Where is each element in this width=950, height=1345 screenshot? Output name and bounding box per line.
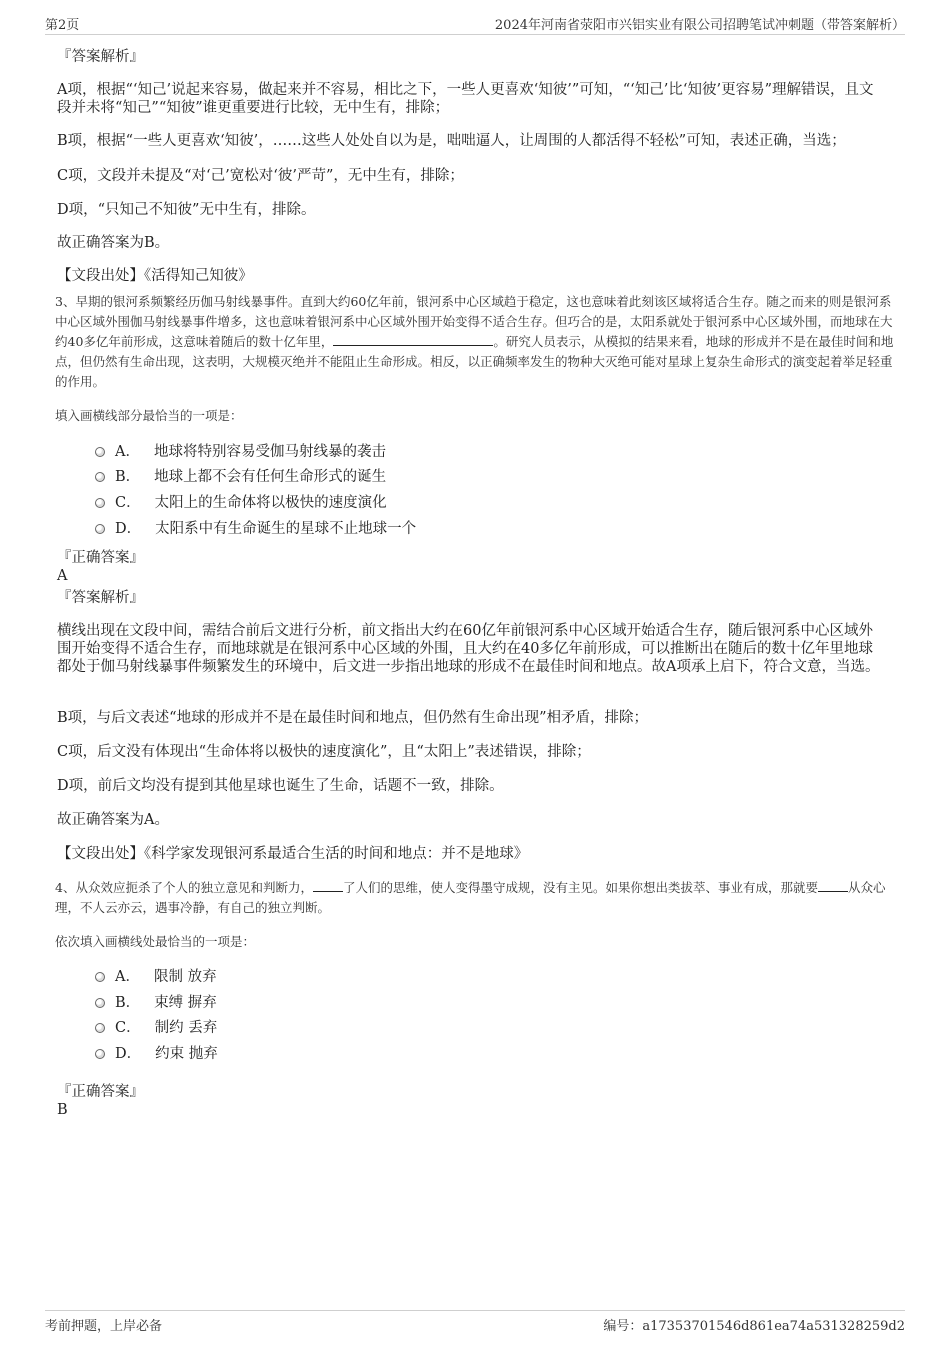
q3-analysis: 横线出现在文段中间，需结合前后文进行分析，前文指出大约在60亿年前银河系中心区域开始适合生存，随后银河系中心区域外围开始变得不适合生存，而地球就是在银河系中心区域的外围，且大约在40多亿年前形成，可以推断出在随后的数十亿年里地球都处于伽马射线暴事件频繁发生的环境中，后文进一步指出地球的形成不在最佳时间和地点。故A项承上启下，符合文意，当选。 xyxy=(57,623,880,675)
q4-option-b[interactable] xyxy=(95,994,217,1012)
q3-source: 【文段出处】《科学家发现银河系最适合生活的时间和地点：并不是地球》 xyxy=(57,846,529,862)
q4-blank-2 xyxy=(818,878,848,892)
q3-blank xyxy=(333,332,493,346)
radio-icon[interactable] xyxy=(95,1049,105,1059)
q3-analysis-c: C项，后文没有体现出“生命体将以极快的速度演化”，且“太阳上”表述错误，排除； xyxy=(57,744,591,760)
option-letter: A． xyxy=(115,444,140,460)
q2-conclusion: 故正确答案为B。 xyxy=(57,235,170,251)
option-text: 限制 放弃 xyxy=(153,969,217,985)
q4-option-d[interactable] xyxy=(95,1045,218,1063)
q4-answer-heading: 『正确答案』 xyxy=(57,1084,144,1100)
q2-source: 【文段出处】《活得知己知彼》 xyxy=(57,268,253,284)
option-text: 地球上都不会有任何生命形式的诞生 xyxy=(154,469,387,485)
q3-conclusion: 故正确答案为A。 xyxy=(57,812,169,828)
option-text: 束缚 摒弃 xyxy=(154,995,217,1011)
page-footer xyxy=(45,1310,905,1335)
q4-prompt: 依次填入画横线处最恰当的一项是： xyxy=(55,934,256,949)
radio-icon[interactable] xyxy=(95,498,105,508)
q3-analysis-d: D项，前后文均没有提到其他星球也诞生了生命，话题不一致，排除。 xyxy=(57,778,504,794)
q4-option-c[interactable] xyxy=(95,1019,217,1037)
q4-stem-part3: 从众心理，不人云亦云，遇事冷静，有自己的独立判断。 xyxy=(55,880,886,915)
option-letter: D． xyxy=(115,521,142,537)
option-letter: A． xyxy=(115,969,140,985)
q3-stem xyxy=(55,292,895,392)
q3-stem-part2: 。研究人员表示，从模拟的结果来看，地球的形成并不是在最佳时间和地点，但仍然有生命出现，这表明，大规模灭绝并不能阻止生命形成。相反，以正确频率发生的物种大灭绝可能对星球上复杂生命形式的演变起着举足轻重的作用。 xyxy=(55,334,894,389)
footer-slogan: 考前押题，上岸必备 xyxy=(45,1319,163,1334)
q3-answer-heading: 『正确答案』 xyxy=(57,550,144,566)
radio-icon[interactable] xyxy=(95,472,105,482)
q4-blank-1 xyxy=(313,878,343,892)
page-header xyxy=(45,12,905,35)
option-text: 太阳上的生命体将以极快的速度演化 xyxy=(154,495,387,511)
page-number: 第2页 xyxy=(45,18,80,33)
q3-option-b[interactable] xyxy=(95,468,386,486)
q2-analysis-d: D项，“只知己不知彼”无中生有，排除。 xyxy=(57,202,316,218)
q3-analysis-heading: 『答案解析』 xyxy=(57,590,144,606)
q3-option-c[interactable] xyxy=(95,494,387,512)
q2-analysis-heading: 『答案解析』 xyxy=(57,49,144,65)
q3-prompt: 填入画横线部分最恰当的一项是： xyxy=(55,408,243,423)
radio-icon[interactable] xyxy=(95,1023,105,1033)
option-letter: D． xyxy=(115,1046,142,1062)
q3-option-a[interactable] xyxy=(95,443,386,461)
option-text: 太阳系中有生命诞生的星球不止地球一个 xyxy=(155,521,417,537)
option-letter: C． xyxy=(115,1020,141,1036)
q4-stem-part1: 4、从众效应扼杀了个人的独立意见和判断力， xyxy=(55,880,313,895)
q2-analysis-b: B项，根据“一些人更喜欢‘知彼’，……这些人处处自以为是，咄咄逼人，让周围的人都活得不轻松”可知，表述正确，当选； xyxy=(57,133,846,149)
q2-analysis-a: A项，根据“‘知己’说起来容易，做起来并不容易，相比之下，一些人更喜欢‘知彼’”可知，“‘知己’比‘知彼’更容易”理解错误，且文段并未将“知己”“知彼”谁更重要进行比较，无中生有，排除； xyxy=(57,82,874,116)
q4-answer: B xyxy=(57,1102,68,1118)
option-letter: B． xyxy=(115,995,141,1011)
q3-analysis-b: B项，与后文表述“地球的形成并不是在最佳时间和地点，但仍然有生命出现”相矛盾，排除； xyxy=(57,710,648,726)
q3-answer: A xyxy=(57,568,68,584)
radio-icon[interactable] xyxy=(95,998,105,1008)
option-text: 制约 丢弃 xyxy=(154,1020,218,1036)
document-title: 2024年河南省荥阳市兴铝实业有限公司招聘笔试冲刺题（带答案解析） xyxy=(494,18,905,33)
document-code: 编号：a17353701546d861ea74a531328259d2 xyxy=(603,1319,905,1334)
option-letter: C． xyxy=(115,495,141,511)
option-text: 约束 抛弃 xyxy=(155,1046,218,1062)
q3-stem-part1: 3、早期的银河系频繁经历伽马射线暴事件。直到大约60亿年前，银河系中心区域趋于稳定，这也意味着此刻该区域将适合生存。随之而来的则是银河系中心区域外围伽马射线暴事件增多，这也意味着银河系中心区域外围开始变得不适合生存。但巧合的是，太阳系就处于银河系中心区域外围，而地球在大约40多亿年前形成，这意味着随后的数十亿年里， xyxy=(55,294,893,349)
q4-stem xyxy=(55,878,895,918)
q4-option-a[interactable] xyxy=(95,968,217,986)
option-text: 地球将特别容易受伽马射线暴的袭击 xyxy=(153,444,386,460)
radio-icon[interactable] xyxy=(95,447,105,457)
option-letter: B． xyxy=(115,469,141,485)
radio-icon[interactable] xyxy=(95,524,105,534)
q3-option-d[interactable] xyxy=(95,520,416,538)
q2-analysis-c: C项，文段并未提及“对‘己’宽松对‘彼’严苛”，无中生有，排除； xyxy=(57,168,464,184)
radio-icon[interactable] xyxy=(95,972,105,982)
q4-stem-part2: 了人们的思维，使人变得墨守成规，没有主见。如果你想出类拔萃、事业有成，那就要 xyxy=(342,880,818,895)
